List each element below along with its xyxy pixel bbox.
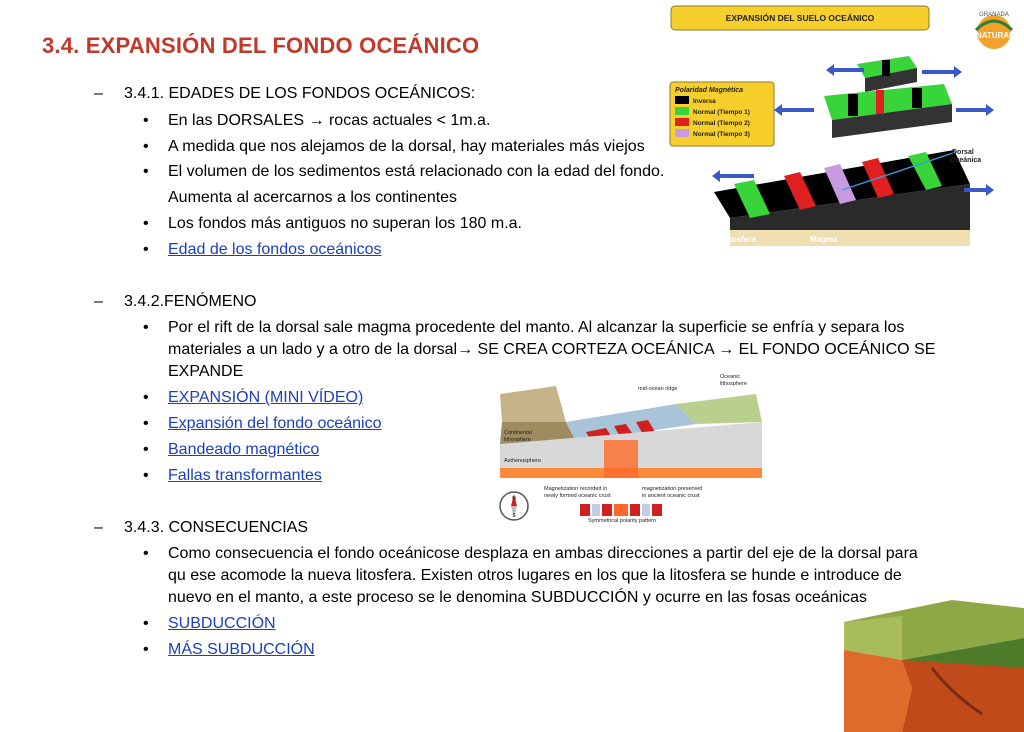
link-bandeado-magnetico[interactable]: Bandeado magnético [168, 441, 320, 458]
bullet-rift-line3: EXPANDE [168, 363, 244, 380]
polarity-bars [580, 504, 662, 516]
legend-swatch-t3 [675, 129, 689, 137]
label-magma: Magma [810, 235, 838, 244]
subduction-illustration [842, 598, 1024, 732]
svg-text:GRANADA: GRANADA [979, 12, 1009, 18]
section-heading-edades: – 3.4.1. EDADES DE LOS FONDOS OCEÁNICOS: [94, 85, 476, 102]
label-preserved-b: in ancient oceanic crust [642, 493, 700, 499]
link-subduccion[interactable]: SUBDUCCIÓN [168, 615, 276, 632]
svg-text:Normal (Tiempo 3): Normal (Tiempo 3) [693, 131, 750, 138]
link-expansion-mini-video[interactable]: EXPANSIÓN (MINI VÍDEO) [168, 389, 364, 406]
label-oceanic-b: lithosphere [720, 381, 747, 387]
label-oceanic-a: Oceanic [720, 374, 741, 380]
label-continental-a: Continental [504, 430, 532, 436]
label-asthenosphere: Asthenosphere [504, 458, 541, 464]
spreading-block-t3 [714, 150, 970, 246]
svg-text:Normal (Tiempo 1): Normal (Tiempo 1) [693, 109, 750, 116]
polarity-legend [670, 82, 774, 146]
legend-swatch-inversa [675, 96, 689, 104]
section-heading-consecuencias: – 3.4.3. CONSECUENCIAS [94, 519, 309, 536]
label-preserved-a: magnetization preserved [642, 486, 703, 492]
svg-text:Polaridad Magnética: Polaridad Magnética [675, 87, 744, 94]
label-recorded-a: Magnetization recorded in [544, 486, 608, 492]
bullet-consecuencia-line2: qu ese acomode la nueva litosfera. Existen otros lugares en los que la litosfera se hunde e introduce de [168, 567, 902, 584]
link-mas-subduccion[interactable]: MÁS SUBDUCCIÓN [168, 641, 315, 658]
arrow-icon: → [308, 112, 325, 129]
figure-banner-text: EXPANSIÓN DEL SUELO OCEÁNICO [725, 13, 875, 23]
arrow-icon: → [718, 341, 735, 358]
page-title: 3.4. EXPANSIÓN DEL FONDO OCEÁNICO [42, 33, 480, 58]
label-mid-ocean-ridge: mid-ocean ridge [638, 386, 678, 392]
legend-swatch-t2 [675, 118, 689, 126]
svg-text:NATURAL: NATURAL [975, 31, 1015, 40]
label-symmetrical-pattern: Symmetrical polarity pattern [588, 518, 657, 524]
section-heading-fenomeno: – 3.4.2.FENÓMENO [94, 293, 257, 310]
bullet-consecuencia-line3: nuevo en el manto, a este proceso se le denomina SUBDUCCIÓN y ocurre en las fosas oceánicas [168, 589, 868, 606]
mid-ocean-ridge-figure [496, 372, 766, 532]
label-litosfera: Litosfera [722, 235, 756, 244]
svg-text:S: S [512, 513, 516, 519]
arrow-icon: → [457, 341, 474, 358]
compass-icon [500, 492, 528, 520]
legend-swatch-t1 [675, 107, 689, 115]
link-expansion-fondo[interactable]: Expansión del fondo oceánico [168, 415, 382, 432]
link-edad-fondos[interactable]: Edad de los fondos oceánicos [168, 241, 382, 258]
label-recorded-b: newly formed oceanic crust [544, 493, 611, 499]
bullet-rift-line2: materiales a un lado y a otro de la dorsal→ SE CREA CORTEZA OCEÁNICA → EL FONDO OCEÁNICO SE [168, 341, 936, 358]
label-continental-b: lithosphere [504, 437, 531, 443]
seafloor-spreading-figure [664, 4, 1024, 252]
label-oceanica: Oceánica [950, 157, 982, 164]
spreading-block-t2 [824, 84, 952, 138]
svg-text:Normal (Tiempo 2): Normal (Tiempo 2) [693, 120, 750, 127]
svg-text:N: N [512, 496, 516, 502]
link-fallas-transformantes[interactable]: Fallas transformantes [168, 467, 322, 484]
bullet-sedimentos-cont: Aumenta al acercarnos a los continentes [168, 189, 458, 206]
label-dorsal: Dorsal [952, 149, 974, 156]
granada-natural-logo [976, 12, 1014, 49]
svg-text:Inversa: Inversa [693, 98, 716, 105]
